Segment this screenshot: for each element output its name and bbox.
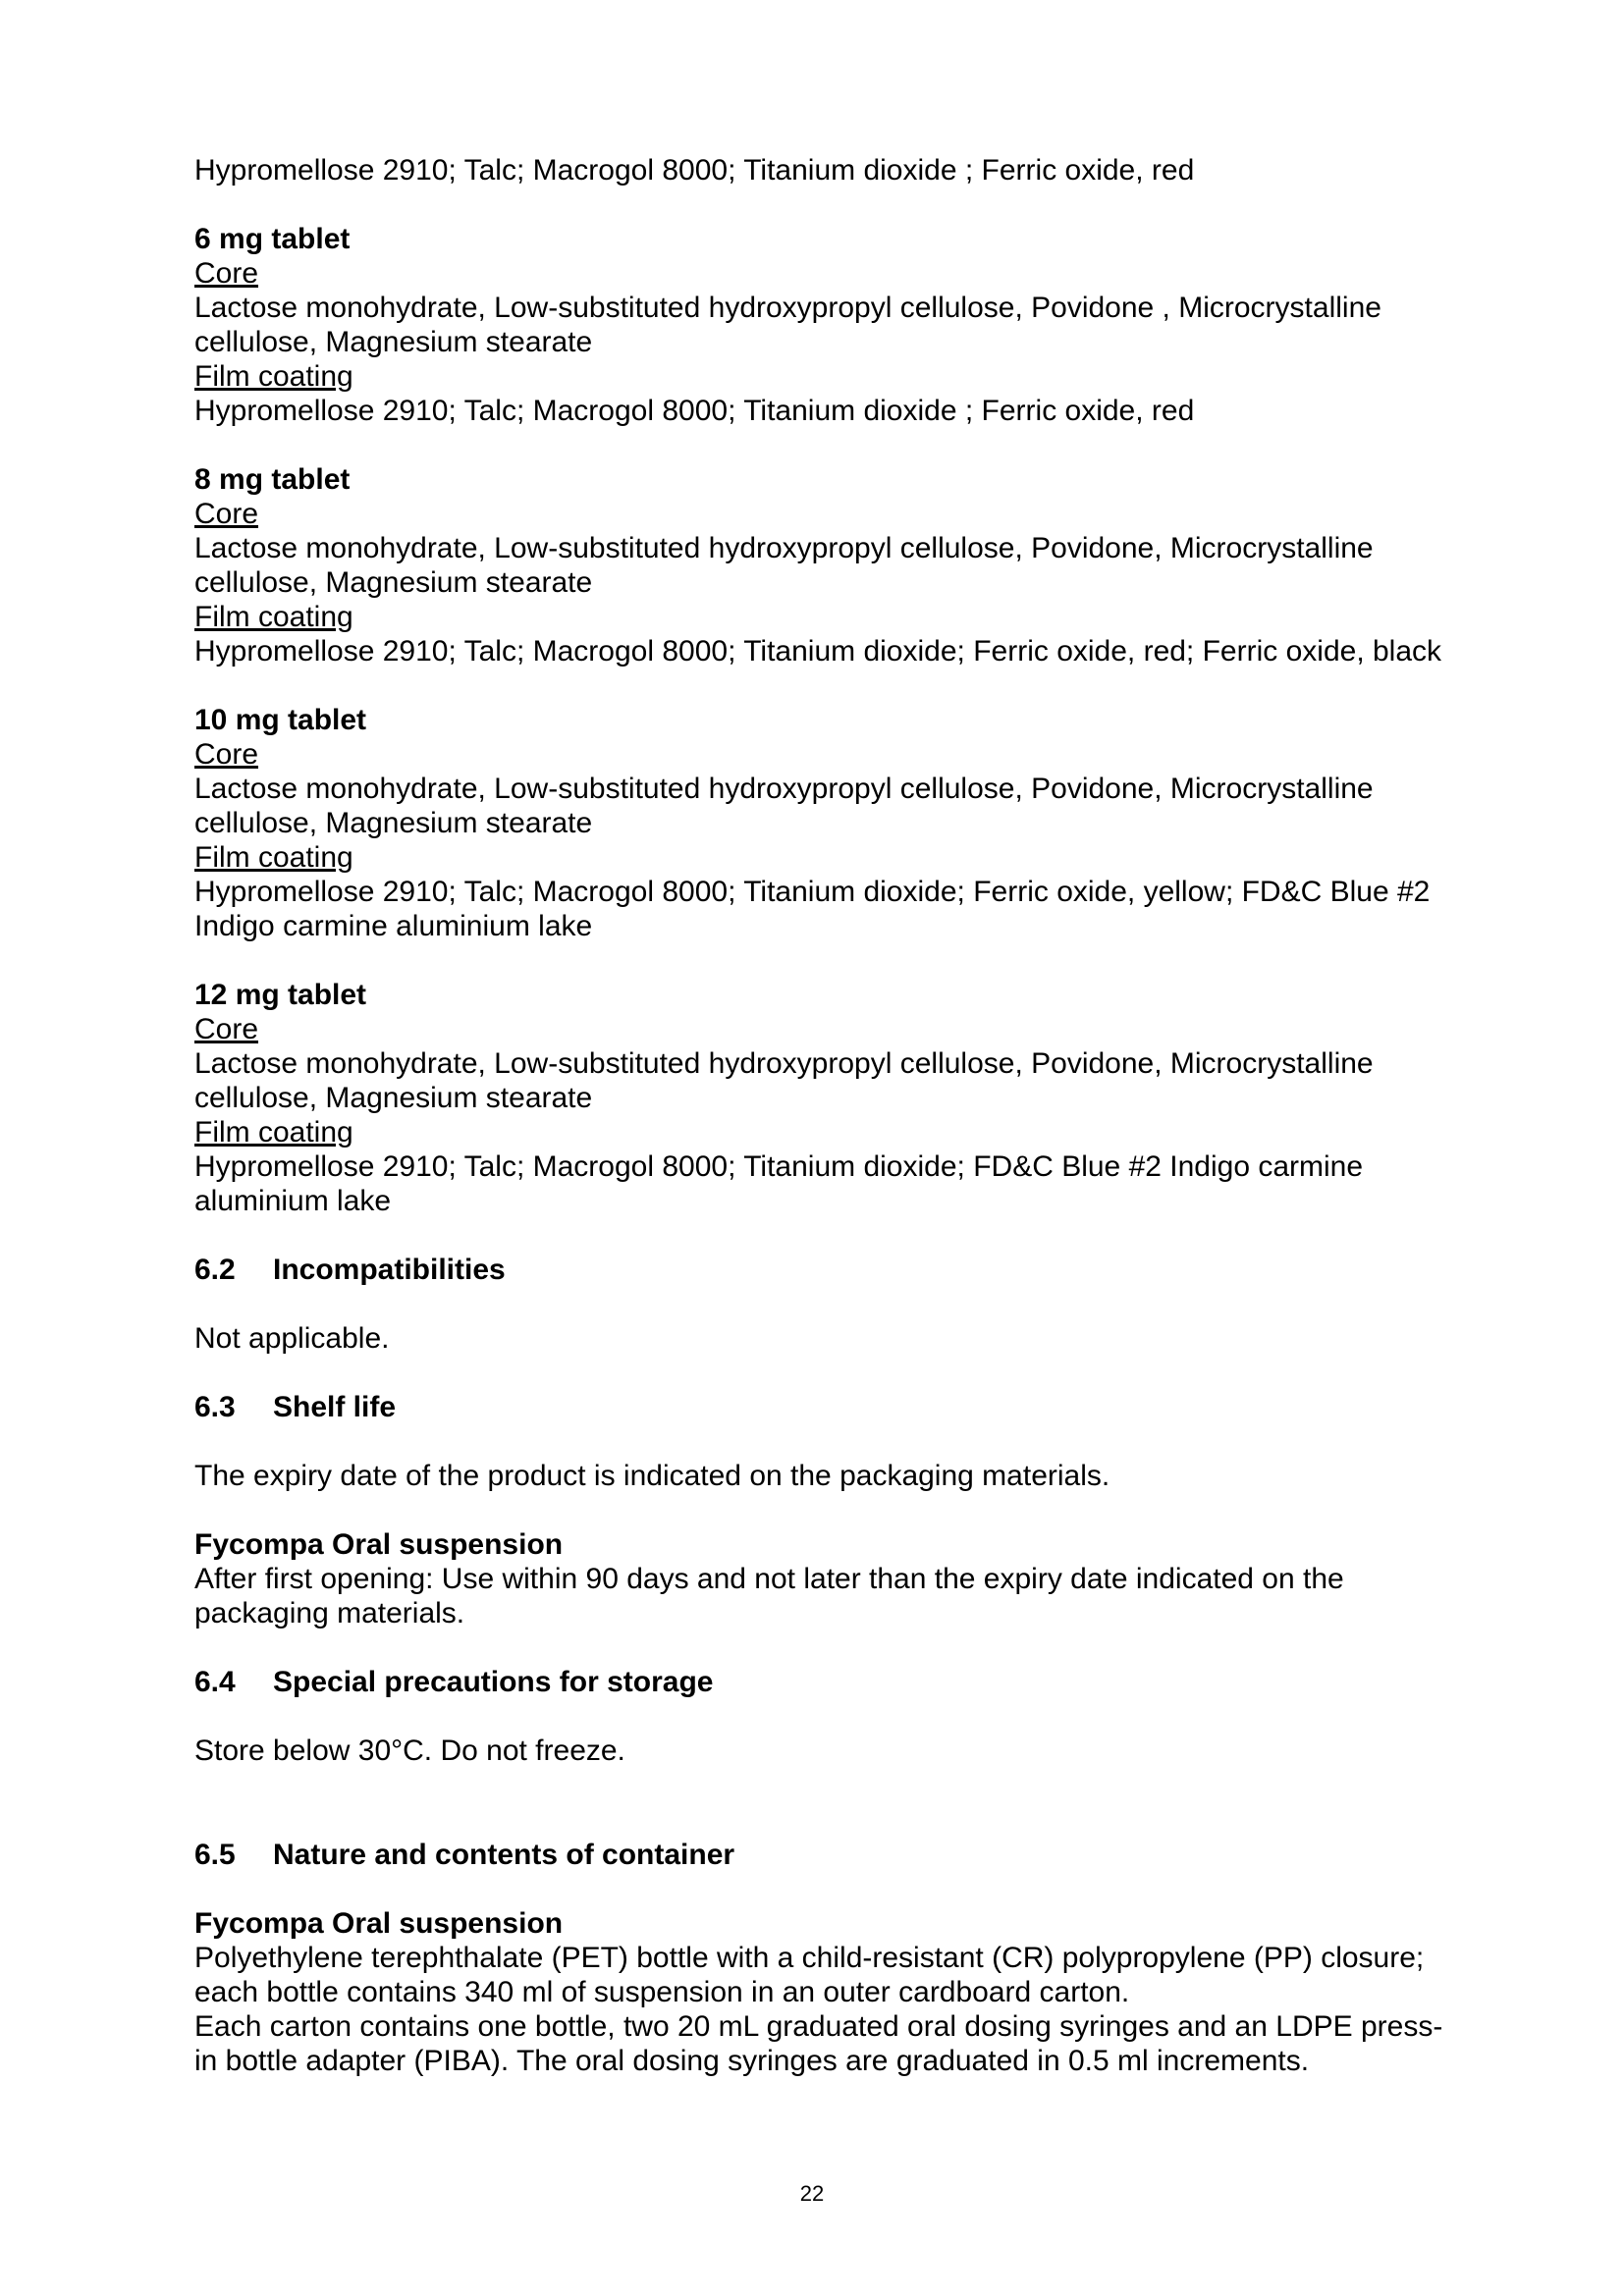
spacer	[194, 1424, 1451, 1459]
subsection-title: Fycompa Oral suspension	[194, 1907, 564, 1940]
section-text: Store below 30°C. Do not freeze.	[194, 1735, 625, 1767]
subsection-text: After first opening: Use within 90 days and not later than the expiry date indicated on the packaging materials.	[194, 1563, 1344, 1629]
core-label: Core	[194, 1013, 259, 1045]
spacer	[194, 668, 1451, 703]
section-number: 6.4	[194, 1666, 236, 1698]
tablet-title: 12 mg tablet	[194, 979, 367, 1011]
film-coating-label: Film coating	[194, 1116, 353, 1148]
section-heading-6-3	[194, 1390, 1451, 1424]
core-ingredients: Lactose monohydrate, Low-substituted hydroxypropyl cellulose, Povidone, Microcrystalline cellulose, Magnesium stearate	[194, 773, 1374, 839]
spacer	[194, 1872, 1451, 1906]
subsection-title: Fycompa Oral suspension	[194, 1528, 564, 1561]
tablet-block-8mg	[194, 462, 1451, 668]
section-number: 6.5	[194, 1839, 236, 1871]
film-coating-label: Film coating	[194, 841, 353, 874]
spacer	[194, 1287, 1451, 1321]
section-text: Not applicable.	[194, 1322, 390, 1355]
core-ingredients: Lactose monohydrate, Low-substituted hydroxypropyl cellulose, Povidone, Microcrystalline cellulose, Magnesium stearate	[194, 532, 1374, 599]
section-text: Polyethylene terephthalate (PET) bottle with a child-resistant (CR) polypropylene (PP) closure; each bottle contains 340 ml of suspension in an outer cardboard carton.	[194, 1942, 1425, 2008]
tablet-block-6mg	[194, 222, 1451, 428]
tablet-title: 10 mg tablet	[194, 704, 367, 736]
section-title: Incompatibilities	[273, 1254, 506, 1286]
section-title: Nature and contents of container	[273, 1839, 735, 1871]
tablet-block-12mg	[194, 978, 1451, 1218]
spacer	[194, 428, 1451, 462]
film-coating-ingredients: Hypromellose 2910; Talc; Macrogol 8000; Titanium dioxide; FD&C Blue #2 Indigo carmine aluminium lake	[194, 1150, 1364, 1217]
spacer	[194, 943, 1451, 978]
tablet-block-10mg	[194, 703, 1451, 943]
spacer	[194, 1356, 1451, 1390]
core-ingredients: Lactose monohydrate, Low-substituted hydroxypropyl cellulose, Povidone, Microcrystalline cellulose, Magnesium stearate	[194, 1047, 1374, 1114]
document-page	[194, 153, 1451, 2078]
tablet-title: 8 mg tablet	[194, 463, 351, 496]
tablet-title: 6 mg tablet	[194, 223, 351, 255]
spacer	[194, 1493, 1451, 1527]
section-title: Shelf life	[273, 1391, 397, 1423]
core-label: Core	[194, 738, 259, 771]
section-title: Special precautions for storage	[273, 1666, 714, 1698]
intro-coating-line: Hypromellose 2910; Talc; Macrogol 8000; Titanium dioxide ; Ferric oxide, red	[194, 154, 1195, 187]
section-heading-6-4	[194, 1665, 1451, 1699]
section-heading-6-2	[194, 1253, 1451, 1287]
core-label: Core	[194, 498, 259, 530]
film-coating-ingredients: Hypromellose 2910; Talc; Macrogol 8000; Titanium dioxide ; Ferric oxide, red	[194, 395, 1195, 427]
section-text: The expiry date of the product is indicated on the packaging materials.	[194, 1460, 1110, 1492]
spacer	[194, 1630, 1451, 1665]
core-label: Core	[194, 257, 259, 290]
spacer	[194, 187, 1451, 222]
spacer	[194, 1218, 1451, 1253]
film-coating-label: Film coating	[194, 601, 353, 633]
spacer	[194, 1699, 1451, 1734]
section-number: 6.2	[194, 1254, 236, 1286]
page-number: 22	[799, 2181, 825, 2206]
spacer	[194, 1768, 1451, 1838]
core-ingredients: Lactose monohydrate, Low-substituted hydroxypropyl cellulose, Povidone , Microcrystalline cellulose, Magnesium stearate	[194, 292, 1381, 358]
section-number: 6.3	[194, 1391, 236, 1423]
film-coating-ingredients: Hypromellose 2910; Talc; Macrogol 8000; Titanium dioxide; Ferric oxide, red; Ferric oxide, black	[194, 635, 1442, 667]
section-text: Each carton contains one bottle, two 20 mL graduated oral dosing syringes and an LDPE press-in bottle adapter (PIBA). The oral dosing syringes are graduated in 0.5 ml increments.	[194, 2010, 1443, 2077]
section-heading-6-5	[194, 1838, 1451, 1872]
film-coating-ingredients: Hypromellose 2910; Talc; Macrogol 8000; Titanium dioxide; Ferric oxide, yellow; FD&C Blue #2 Indigo carmine aluminium lake	[194, 876, 1431, 942]
film-coating-label: Film coating	[194, 360, 353, 393]
